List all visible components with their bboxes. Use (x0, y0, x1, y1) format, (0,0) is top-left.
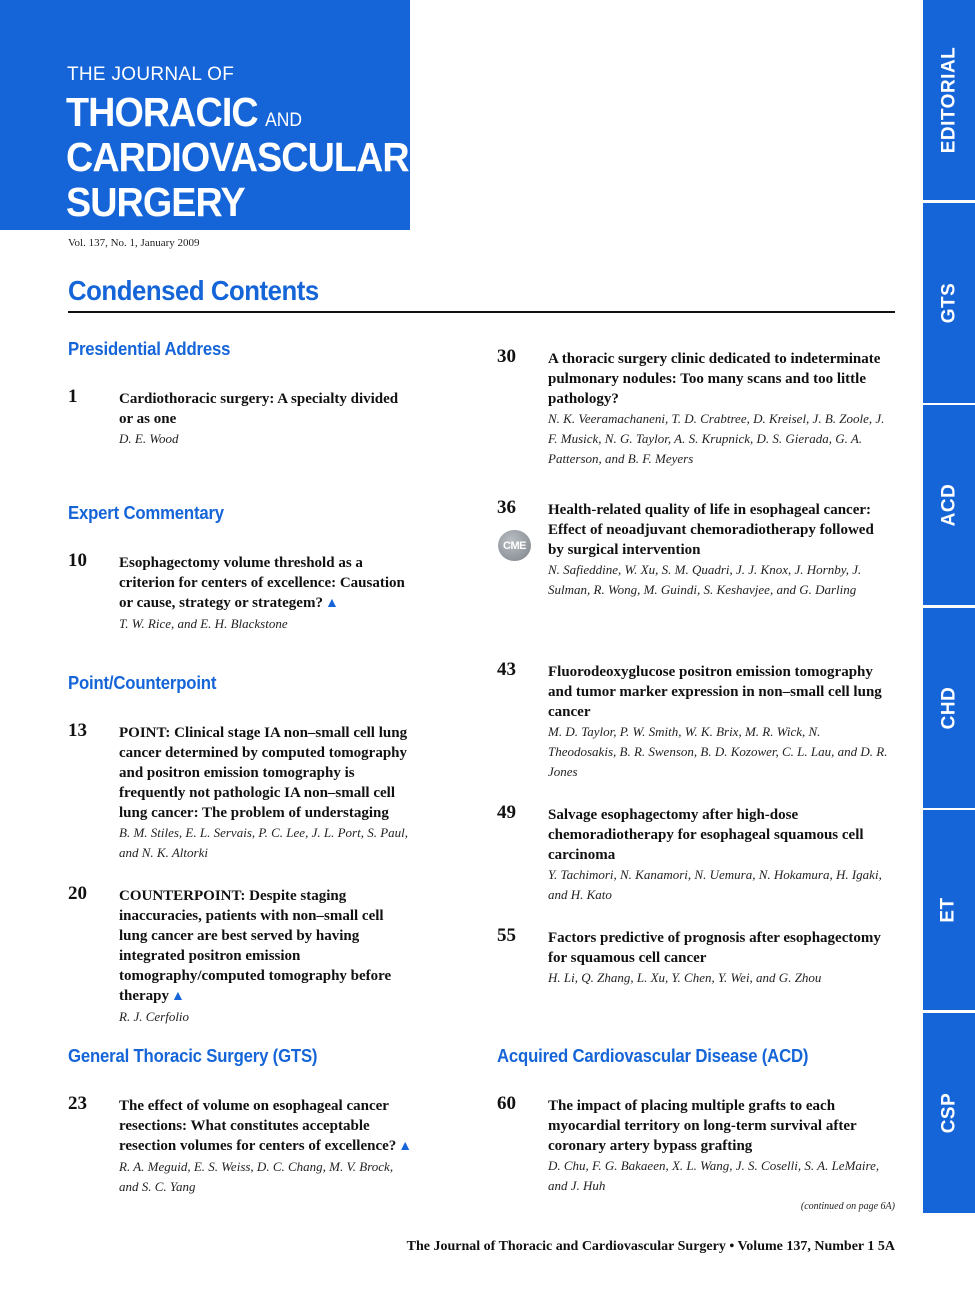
page-footer: The Journal of Thoracic and Cardiovascular Surgery • Volume 137, Number 1 5A (406, 1239, 895, 1254)
editorial-triangle-icon: ▲ (398, 1139, 413, 1154)
toc-entry-55[interactable] (497, 925, 889, 988)
page-number: 43 (497, 659, 516, 680)
page-number: 1 (68, 386, 78, 407)
section-acquired-cardiovascular-disease: Acquired Cardiovascular Disease (ACD) (497, 1046, 809, 1066)
toc-entry-20[interactable] (68, 883, 413, 1027)
toc-entry-49[interactable] (497, 802, 889, 905)
toc-entry-10[interactable] (68, 550, 413, 634)
toc-entry-60[interactable] (497, 1093, 889, 1196)
article-authors: Y. Tachimori, N. Kanamori, N. Uemura, N. Hokamura, H. Igaki, and H. Kato (548, 867, 882, 902)
tab-label: ACD (937, 483, 959, 527)
masthead-word-thoracic: THORACIC (66, 89, 258, 135)
article-authors: D. E. Wood (119, 431, 179, 446)
article-title[interactable]: The impact of placing multiple grafts to each myocardial territory on long-term survival after coronary artery bypass grafting (548, 1098, 857, 1154)
article-title-text: The effect of volume on esophageal cancer resections: What constitutes acceptable resection volumes for centers of excellence? (119, 1098, 397, 1154)
tab-chd[interactable] (923, 608, 975, 808)
tab-acd[interactable] (923, 405, 975, 605)
masthead-line-cardiovascular: CARDIOVASCULAR (66, 134, 409, 180)
toc-entry-1[interactable] (68, 386, 413, 449)
article-title[interactable]: Cardiothoracic surgery: A specialty divided or as one (119, 391, 399, 427)
issue-info: Vol. 137, No. 1, January 2009 (68, 237, 200, 249)
toc-entry-43[interactable] (497, 659, 889, 782)
article-title-text: Esophagectomy volume threshold as a criterion for centers of excellence: Causation or cause, strategy or strategem? (119, 555, 405, 611)
article-title[interactable] (119, 1096, 413, 1157)
tab-gts[interactable] (923, 203, 975, 403)
masthead-line-surgery: SURGERY (66, 179, 245, 225)
tab-label: CSP (937, 1092, 959, 1134)
page-number: 10 (68, 550, 87, 571)
page-number: 23 (68, 1093, 87, 1114)
toc-entry-36[interactable] (497, 497, 889, 600)
section-presidential-address: Presidential Address (68, 339, 231, 359)
toc-entry-30[interactable] (497, 346, 889, 469)
article-authors: R. A. Meguid, E. S. Weiss, D. C. Chang, M. V. Brock, and S. C. Yang (119, 1159, 394, 1194)
article-authors: M. D. Taylor, P. W. Smith, W. K. Brix, M. R. Wick, N. Theodosakis, B. R. Swenson, B. D. Kozower, C. L. Lau, and D. R. Jones (548, 724, 888, 779)
section-expert-commentary: Expert Commentary (68, 503, 224, 523)
article-title[interactable]: A thoracic surgery clinic dedicated to indeterminate pulmonary nodules: Too many scans and too little pathology? (548, 351, 881, 407)
tab-label: ET (938, 897, 959, 923)
page-number: 20 (68, 883, 87, 904)
article-authors: N. Safieddine, W. Xu, S. M. Quadri, J. J. Knox, J. Hornby, J. Sulman, R. Wong, M. Guindi, S. Keshavjee, and G. Darling (548, 562, 862, 597)
tab-editorial[interactable] (923, 0, 975, 200)
page-title: Condensed Contents (68, 275, 319, 306)
journal-masthead (0, 0, 410, 230)
article-authors: B. M. Stiles, E. L. Servais, P. C. Lee, J. L. Port, S. Paul, and N. K. Altorki (119, 825, 408, 860)
article-title[interactable]: Fluorodeoxyglucose positron emission tomography and tumor marker expression in non–small cell lung cancer (548, 664, 882, 720)
article-authors: D. Chu, F. G. Bakaeen, X. L. Wang, J. S. Coselli, S. A. LeMaire, and J. Huh (548, 1158, 880, 1193)
page-number: 13 (68, 720, 87, 741)
section-point-counterpoint: Point/Counterpoint (68, 673, 217, 693)
article-title[interactable]: Salvage esophagectomy after high-dose chemoradiotherapy for esophageal squamous cell carcinoma (548, 807, 864, 863)
tab-et[interactable] (923, 810, 975, 1010)
tab-label: CHD (937, 686, 959, 730)
tab-csp[interactable] (923, 1013, 975, 1213)
section-tabs (923, 0, 975, 1214)
page-number: 60 (497, 1093, 516, 1114)
article-title[interactable] (119, 553, 413, 614)
section-general-thoracic-surgery: General Thoracic Surgery (GTS) (68, 1046, 318, 1066)
page-number: 36 (497, 497, 516, 518)
article-title[interactable]: POINT: Clinical stage IA non–small cell lung cancer determined by computed tomography and positron emission tomography is frequently not pathologic IA non–small cell lung cancer: The problem of understaging (119, 725, 408, 821)
page-number: 30 (497, 346, 516, 367)
article-title[interactable]: Health-related quality of life in esophageal cancer: Effect of neoadjuvant chemoradiotherapy followed by surgical intervention (548, 502, 874, 558)
continued-note: (continued on page 6A) (800, 1201, 895, 1212)
article-authors: H. Li, Q. Zhang, L. Xu, Y. Chen, Y. Wei, and G. Zhou (548, 970, 822, 985)
title-rule (68, 311, 895, 313)
editorial-triangle-icon: ▲ (171, 989, 185, 1004)
masthead-word-and: AND (265, 110, 302, 131)
article-title-text: COUNTERPOINT: Despite staging inaccuracies, patients with non–small cell lung cancer are best served by having integrated positron emission tomography/computed tomography before therapy (119, 888, 392, 1004)
page-number: 55 (497, 925, 516, 946)
article-authors: R. J. Cerfolio (119, 1009, 190, 1024)
tab-label: EDITORIAL (938, 46, 960, 154)
toc-entry-23[interactable] (68, 1093, 413, 1197)
page-number: 49 (497, 802, 516, 823)
article-authors: T. W. Rice, and E. H. Blackstone (119, 616, 288, 631)
article-authors: N. K. Veeramachaneni, T. D. Crabtree, D. Kreisel, J. B. Zoole, J. F. Musick, N. G. Taylor, A. S. Krupnick, D. S. Gierada, G. A. Patterson, and B. F. Meyers (548, 411, 885, 466)
editorial-triangle-icon: ▲ (324, 596, 339, 611)
article-title[interactable] (119, 886, 413, 1007)
cme-badge-icon: CME (498, 530, 531, 561)
tab-label: GTS (938, 282, 959, 324)
toc-entry-13[interactable] (68, 720, 413, 863)
masthead-prefix: THE JOURNAL OF (67, 64, 235, 85)
article-title[interactable]: Factors predictive of prognosis after esophagectomy for squamous cell cancer (548, 930, 881, 966)
